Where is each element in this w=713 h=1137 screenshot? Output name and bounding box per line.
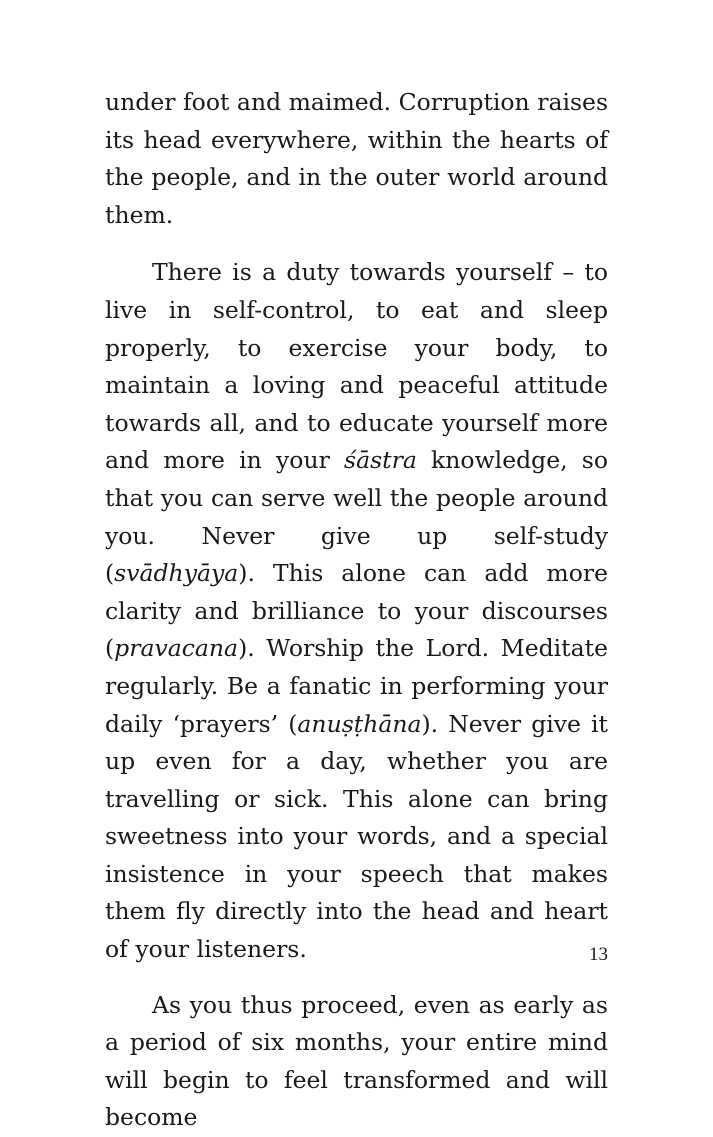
p2-seg-6: ). Worship the Lord. Meditate regularly. Be a fanatic in performing your daily ‘prayers’ ( [105, 634, 608, 738]
p3-seg-0: As you thus proceed, even as early as a period of six months, your entire mind will begin to feel transformed and will become [105, 990, 608, 1132]
paragraph-1 [105, 84, 608, 234]
page-body [105, 84, 608, 1137]
p2-seg-0: There is a duty towards yourself – to live in self-control, to eat and sleep properly, to exercise your body, to maintain a loving and peaceful attitude towards all, and to educate yourself more and more in your [105, 258, 608, 475]
paragraph-2 [105, 254, 608, 968]
p1-seg-0: under foot and maimed. Corruption raises its head everywhere, within the hearts of the people, and in the outer world around them. [105, 88, 608, 229]
paragraph-3 [105, 987, 608, 1137]
page-number: 13 [589, 944, 608, 965]
p2-seg-4: ). This alone can add more clarity and brilliance to your discourses ( [105, 559, 608, 663]
term-anusthana: anuṣṭhāna [297, 709, 422, 738]
term-pravacana: pravacana [114, 634, 239, 663]
p2-seg-2: knowledge, so that you can serve well the people around you. Never give up self-study ( [105, 446, 608, 588]
term-sastra: śāstra [344, 446, 417, 475]
p2-seg-8: ). Never give it up even for a day, whether you are travelling or sick. This alone can bring sweetness into your words, and a special insistence in your speech that makes them fly directly into the head and heart of your listeners. [105, 709, 608, 964]
term-svadhyaya: svādhyāya [114, 559, 239, 588]
